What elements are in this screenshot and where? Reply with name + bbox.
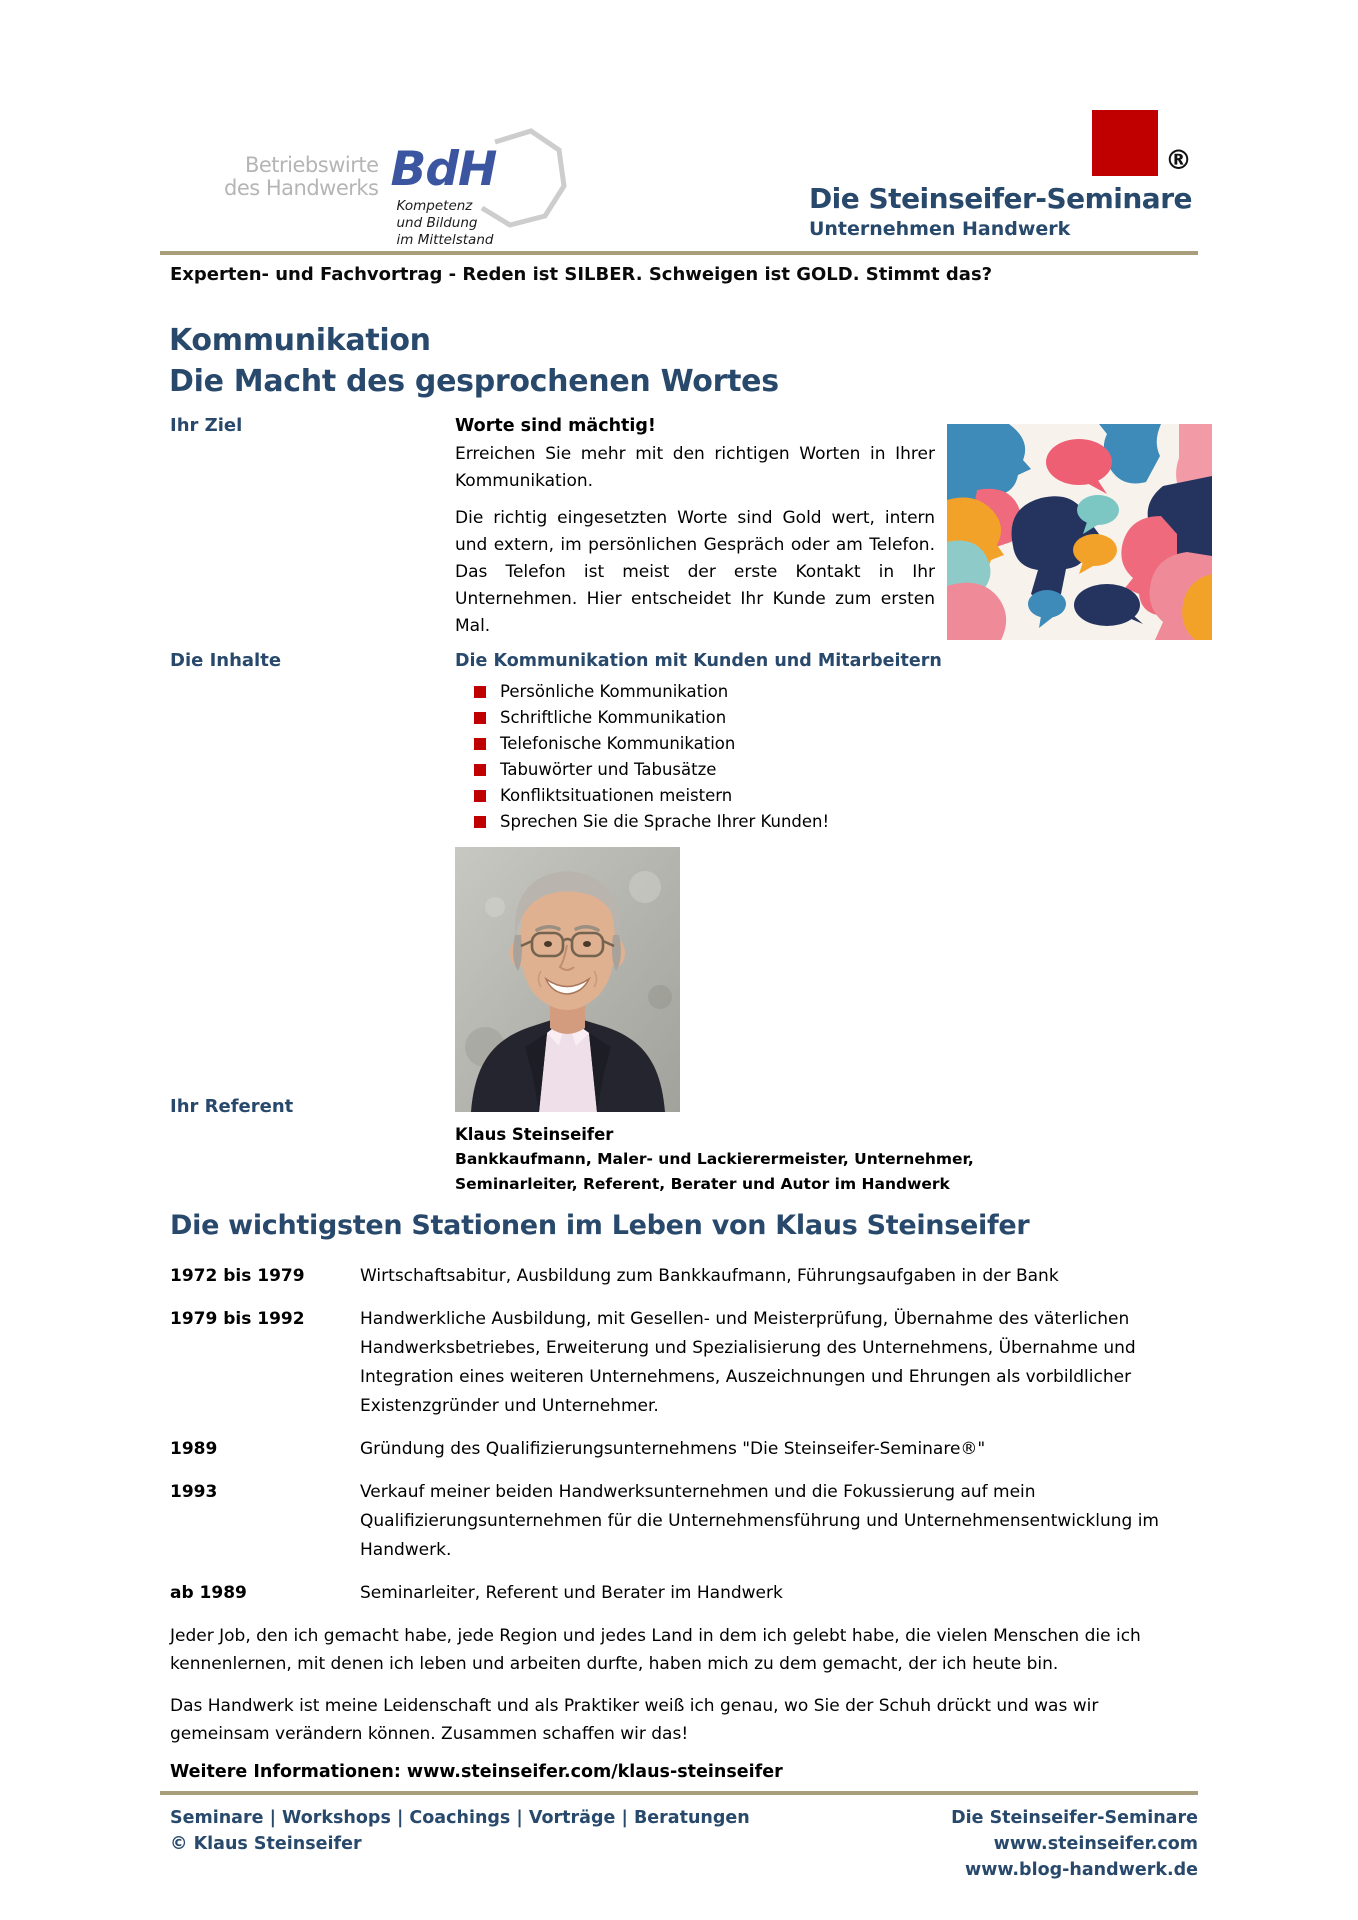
bullet-square-icon	[474, 686, 486, 698]
bdh-tagline-line2: und Bildung	[396, 214, 478, 231]
footer	[170, 1805, 1198, 1883]
bdh-logo-name-line1: Betriebswirte	[244, 153, 379, 177]
timeline-text: Gründung des Qualifizierungsunternehmens "Die Steinseifer-Seminare®"	[360, 1439, 986, 1459]
list-item-label: Telefonische Kommunikation	[500, 734, 736, 753]
list-item-label: Konfliktsituationen meistern	[500, 786, 733, 805]
goal-paragraph-2: Die richtig eingesetzten Worte sind Gold wert, intern und extern, im persönlichen Gespräch oder am Telefon. Das Telefon ist meist der erste Kontakt in Ihr Unternehmen. Hier entscheidet Ihr Kunde zum ersten Mal.	[455, 508, 935, 636]
goal-heading: Worte sind mächtig!	[455, 416, 656, 436]
timeline-period: 1989	[170, 1439, 218, 1459]
page-tagline: Experten- und Fachvortrag - Reden ist SILBER. Schweigen ist GOLD. Stimmt das?	[170, 264, 993, 285]
red-square-logo-icon	[1092, 110, 1158, 176]
footer-rule	[160, 1791, 1198, 1795]
more-info-line	[170, 1762, 1198, 1782]
list-item-label: Sprechen Sie die Sprache Ihrer Kunden!	[500, 812, 830, 831]
goal-content	[455, 413, 935, 640]
section-label-goal: Ihr Ziel	[170, 415, 243, 436]
bullet-square-icon	[474, 738, 486, 750]
footer-services: Seminare | Workshops | Coachings | Vorträge | Beratungen	[170, 1808, 750, 1828]
brand-mark	[809, 110, 1192, 176]
list-item	[455, 731, 1075, 757]
footer-brand: Die Steinseifer-Seminare	[951, 1808, 1198, 1828]
bdh-logo-name	[224, 146, 379, 200]
timeline-period: 1993	[170, 1482, 218, 1502]
list-item-label: Tabuwörter und Tabusätze	[500, 760, 717, 779]
footer-copyright: © Klaus Steinseifer	[170, 1834, 362, 1854]
bullet-square-icon	[474, 790, 486, 802]
footer-website-link[interactable]: www.steinseifer.com	[993, 1834, 1198, 1854]
referent-caption	[455, 1122, 1055, 1197]
closing-paragraph-2: Das Handwerk ist meine Leidenschaft und als Praktiker weiß ich genau, wo Sie der Schuh drückt und was wir gemeinsam verändern können. Zusammen schaffen wir das!	[170, 1696, 1099, 1744]
bdh-logo-name-line2: des Handwerks	[224, 176, 379, 201]
stations-section	[170, 1210, 1198, 1782]
list-item	[455, 757, 1075, 783]
list-item	[455, 809, 1075, 835]
contents-block	[455, 648, 1075, 835]
brand-subtitle: Unternehmen Handwerk	[808, 217, 1071, 240]
timeline-text: Verkauf meiner beiden Handwerksunternehmen und die Fokussierung auf mein Qualifizierungsunternehmen für die Unternehmensführung und Unternehmensentwicklung im Handwerk.	[360, 1482, 1159, 1560]
footer-blog-link[interactable]: www.blog-handwerk.de	[965, 1860, 1198, 1880]
referent-portrait-photo	[455, 847, 680, 1112]
page-title-line1: Kommunikation	[169, 323, 431, 358]
registered-trademark-symbol: ®	[1165, 145, 1192, 176]
goal-paragraph-1: Erreichen Sie mehr mit den richtigen Worten in Ihrer Kommunikation.	[455, 444, 935, 491]
list-item	[455, 783, 1075, 809]
bullet-square-icon	[474, 712, 486, 724]
speech-bubbles-illustration	[947, 424, 1212, 640]
contents-list	[455, 679, 1075, 835]
more-info-label: Weitere Informationen:	[170, 1762, 401, 1782]
bdh-acronym: BdH	[390, 142, 497, 197]
bdh-tagline-line1: Kompetenz	[396, 198, 473, 214]
section-label-referent: Ihr Referent	[170, 1096, 294, 1117]
closing-paragraph-1: Jeder Job, den ich gemacht habe, jede Region und jedes Land in dem ich gelebt habe, die vielen Menschen die ich kennenlernen, mit denen ich leben und arbeiten durfte, haben mich zu dem gemacht, der ich heute bin.	[170, 1626, 1141, 1674]
contents-heading: Die Kommunikation mit Kunden und Mitarbeitern	[455, 651, 942, 671]
referent-caption-line1: Bankkaufmann, Maler- und Lackierermeister, Unternehmer,	[455, 1150, 974, 1168]
page-title-line2: Die Macht des gesprochenen Wortes	[169, 364, 779, 399]
timeline-text: Wirtschaftsabitur, Ausbildung zum Bankkaufmann, Führungsaufgaben in der Bank	[360, 1266, 1059, 1286]
list-item	[455, 679, 1075, 705]
header-rule	[160, 251, 1198, 255]
list-item-label: Schriftliche Kommunikation	[500, 708, 727, 727]
timeline-text: Handwerkliche Ausbildung, mit Gesellen- und Meisterprüfung, Übernahme des väterlichen Handwerksbetriebes, Erweiterung und Spezialisierung des Unternehmens, Übernahme und Integration eines weiteren Unternehmens, Auszeichnungen und Ehrungen als vorbildlicher Existenzgründer und Unternehmer.	[360, 1309, 1136, 1416]
stations-heading: Die wichtigsten Stationen im Leben von Klaus Steinseifer	[170, 1210, 1030, 1241]
referent-caption-line2: Seminarleiter, Referent, Berater und Autor im Handwerk	[455, 1175, 950, 1193]
referent-name: Klaus Steinseifer	[455, 1125, 614, 1144]
more-info-url-link[interactable]: www.steinseifer.com/klaus-steinseifer	[406, 1762, 783, 1782]
bdh-logo-tagline	[397, 198, 541, 249]
bullet-square-icon	[474, 816, 486, 828]
brand-title: Die Steinseifer-Seminare	[808, 182, 1192, 215]
section-label-contents: Die Inhalte	[170, 650, 282, 671]
list-item-label: Persönliche Kommunikation	[500, 682, 729, 701]
bdh-logo	[224, 142, 541, 249]
steinseifer-brand	[809, 110, 1192, 240]
timeline	[170, 1262, 1198, 1608]
timeline-period: ab 1989	[170, 1583, 247, 1603]
timeline-period: 1979 bis 1992	[170, 1309, 305, 1329]
bdh-tagline-line3: im Mittelstand	[396, 231, 494, 248]
bullet-square-icon	[474, 764, 486, 776]
timeline-period: 1972 bis 1979	[170, 1266, 305, 1286]
timeline-text: Seminarleiter, Referent und Berater im Handwerk	[360, 1583, 783, 1603]
list-item	[455, 705, 1075, 731]
page-title	[169, 320, 779, 402]
